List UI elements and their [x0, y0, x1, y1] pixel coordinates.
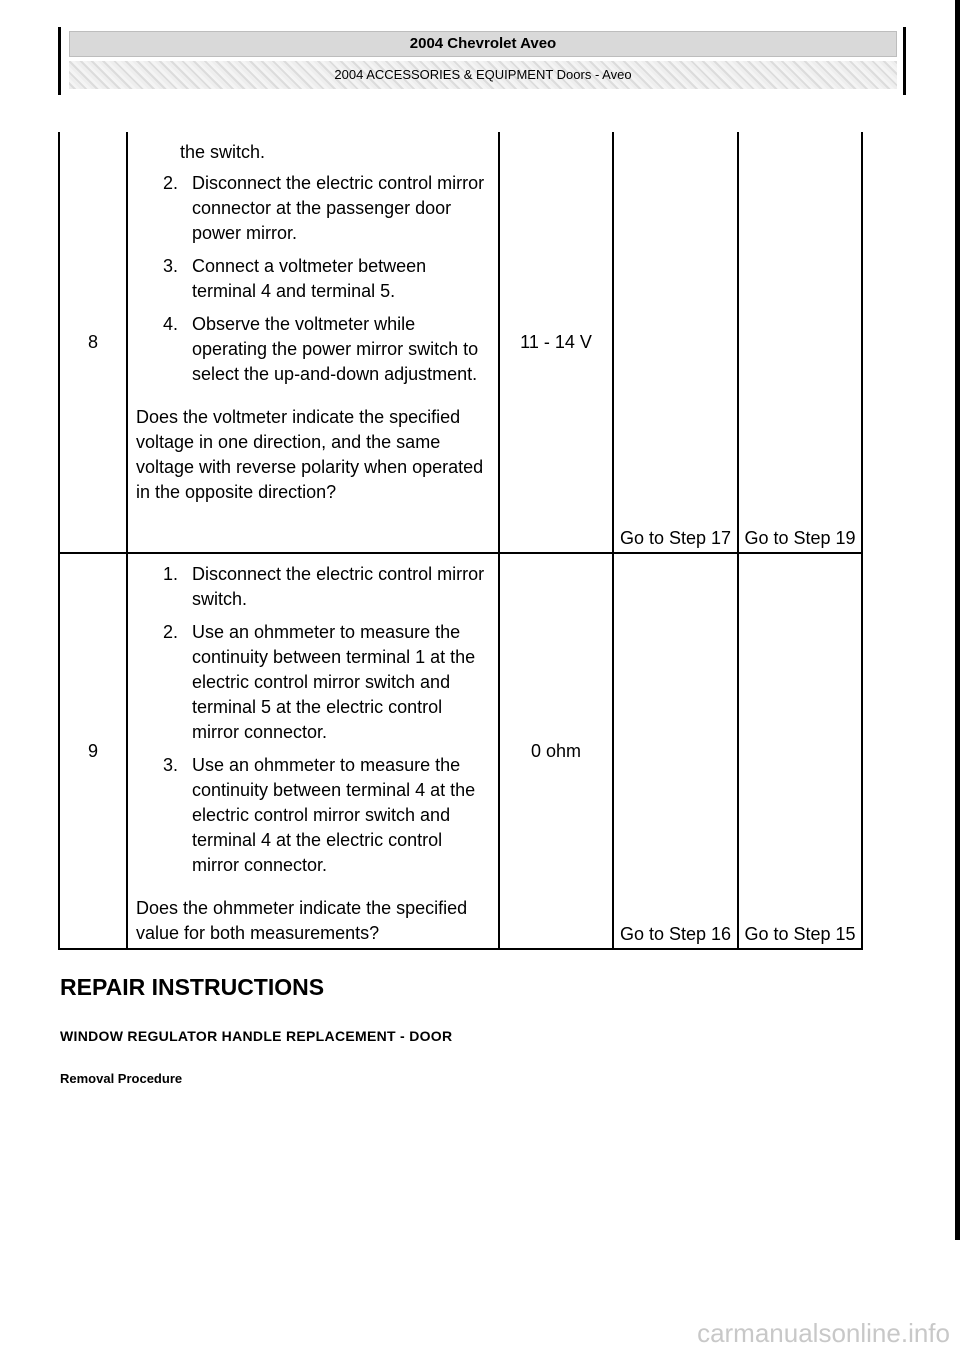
diagnostic-table	[58, 132, 863, 950]
section-title: REPAIR INSTRUCTIONS	[60, 974, 325, 1000]
item-number: 1.	[162, 564, 178, 584]
action-item	[136, 254, 492, 304]
item-text: Disconnect the electric control mirror switch.	[192, 564, 485, 609]
step-number: 9	[59, 553, 127, 949]
action-cell	[127, 132, 499, 553]
page-edge-bar	[955, 0, 960, 1240]
no-action: Go to Step 15	[738, 553, 862, 949]
header-subtitle: 2004 ACCESSORIES & EQUIPMENT Doors - Aveo	[69, 61, 897, 89]
action-item	[136, 171, 492, 246]
item-number: 3.	[162, 755, 178, 775]
action-continuation: the switch.	[180, 142, 266, 162]
action-question: Does the ohmmeter indicate the specified value for both measurements?	[136, 898, 468, 943]
item-number: 2.	[162, 173, 178, 193]
spec-value: 11 - 14 V	[499, 132, 613, 553]
item-text: Connect a voltmeter between terminal 4 and terminal 5.	[192, 256, 427, 301]
action-cell	[127, 553, 499, 949]
item-text: Use an ohmmeter to measure the continuity between terminal 1 at the electric control mirror switch and terminal 5 at the electric control mirror connector.	[192, 622, 476, 742]
procedure-heading: Removal Procedure	[60, 1071, 183, 1086]
section-subtitle: WINDOW REGULATOR HANDLE REPLACEMENT - DOOR	[60, 1028, 453, 1044]
action-question: Does the voltmeter indicate the specified voltage in one direction, and the same voltage with reverse polarity when operated in the opposite direction?	[136, 407, 484, 502]
item-text: Disconnect the electric control mirror connector at the passenger door power mirror.	[192, 173, 485, 243]
yes-action: Go to Step 16	[613, 553, 738, 949]
table-row	[59, 553, 862, 949]
no-action: Go to Step 19	[738, 132, 862, 553]
table-row	[59, 132, 862, 553]
action-item	[136, 312, 492, 387]
item-number: 3.	[162, 256, 178, 276]
item-number: 2.	[162, 622, 178, 642]
watermark: carmanualsonline.info	[697, 1318, 950, 1348]
item-text: Observe the voltmeter while operating the power mirror switch to select the up-and-down adjustment.	[192, 314, 479, 384]
page-header	[58, 27, 906, 95]
action-item	[136, 753, 492, 878]
header-title: 2004 Chevrolet Aveo	[69, 31, 897, 57]
spec-value: 0 ohm	[499, 553, 613, 949]
item-text: Use an ohmmeter to measure the continuity between terminal 4 at the electric control mirror switch and terminal 4 at the electric control mirror connector.	[192, 755, 476, 875]
action-item	[136, 562, 492, 612]
action-item	[136, 620, 492, 745]
step-number: 8	[59, 132, 127, 553]
item-number: 4.	[162, 314, 178, 334]
yes-action: Go to Step 17	[613, 132, 738, 553]
